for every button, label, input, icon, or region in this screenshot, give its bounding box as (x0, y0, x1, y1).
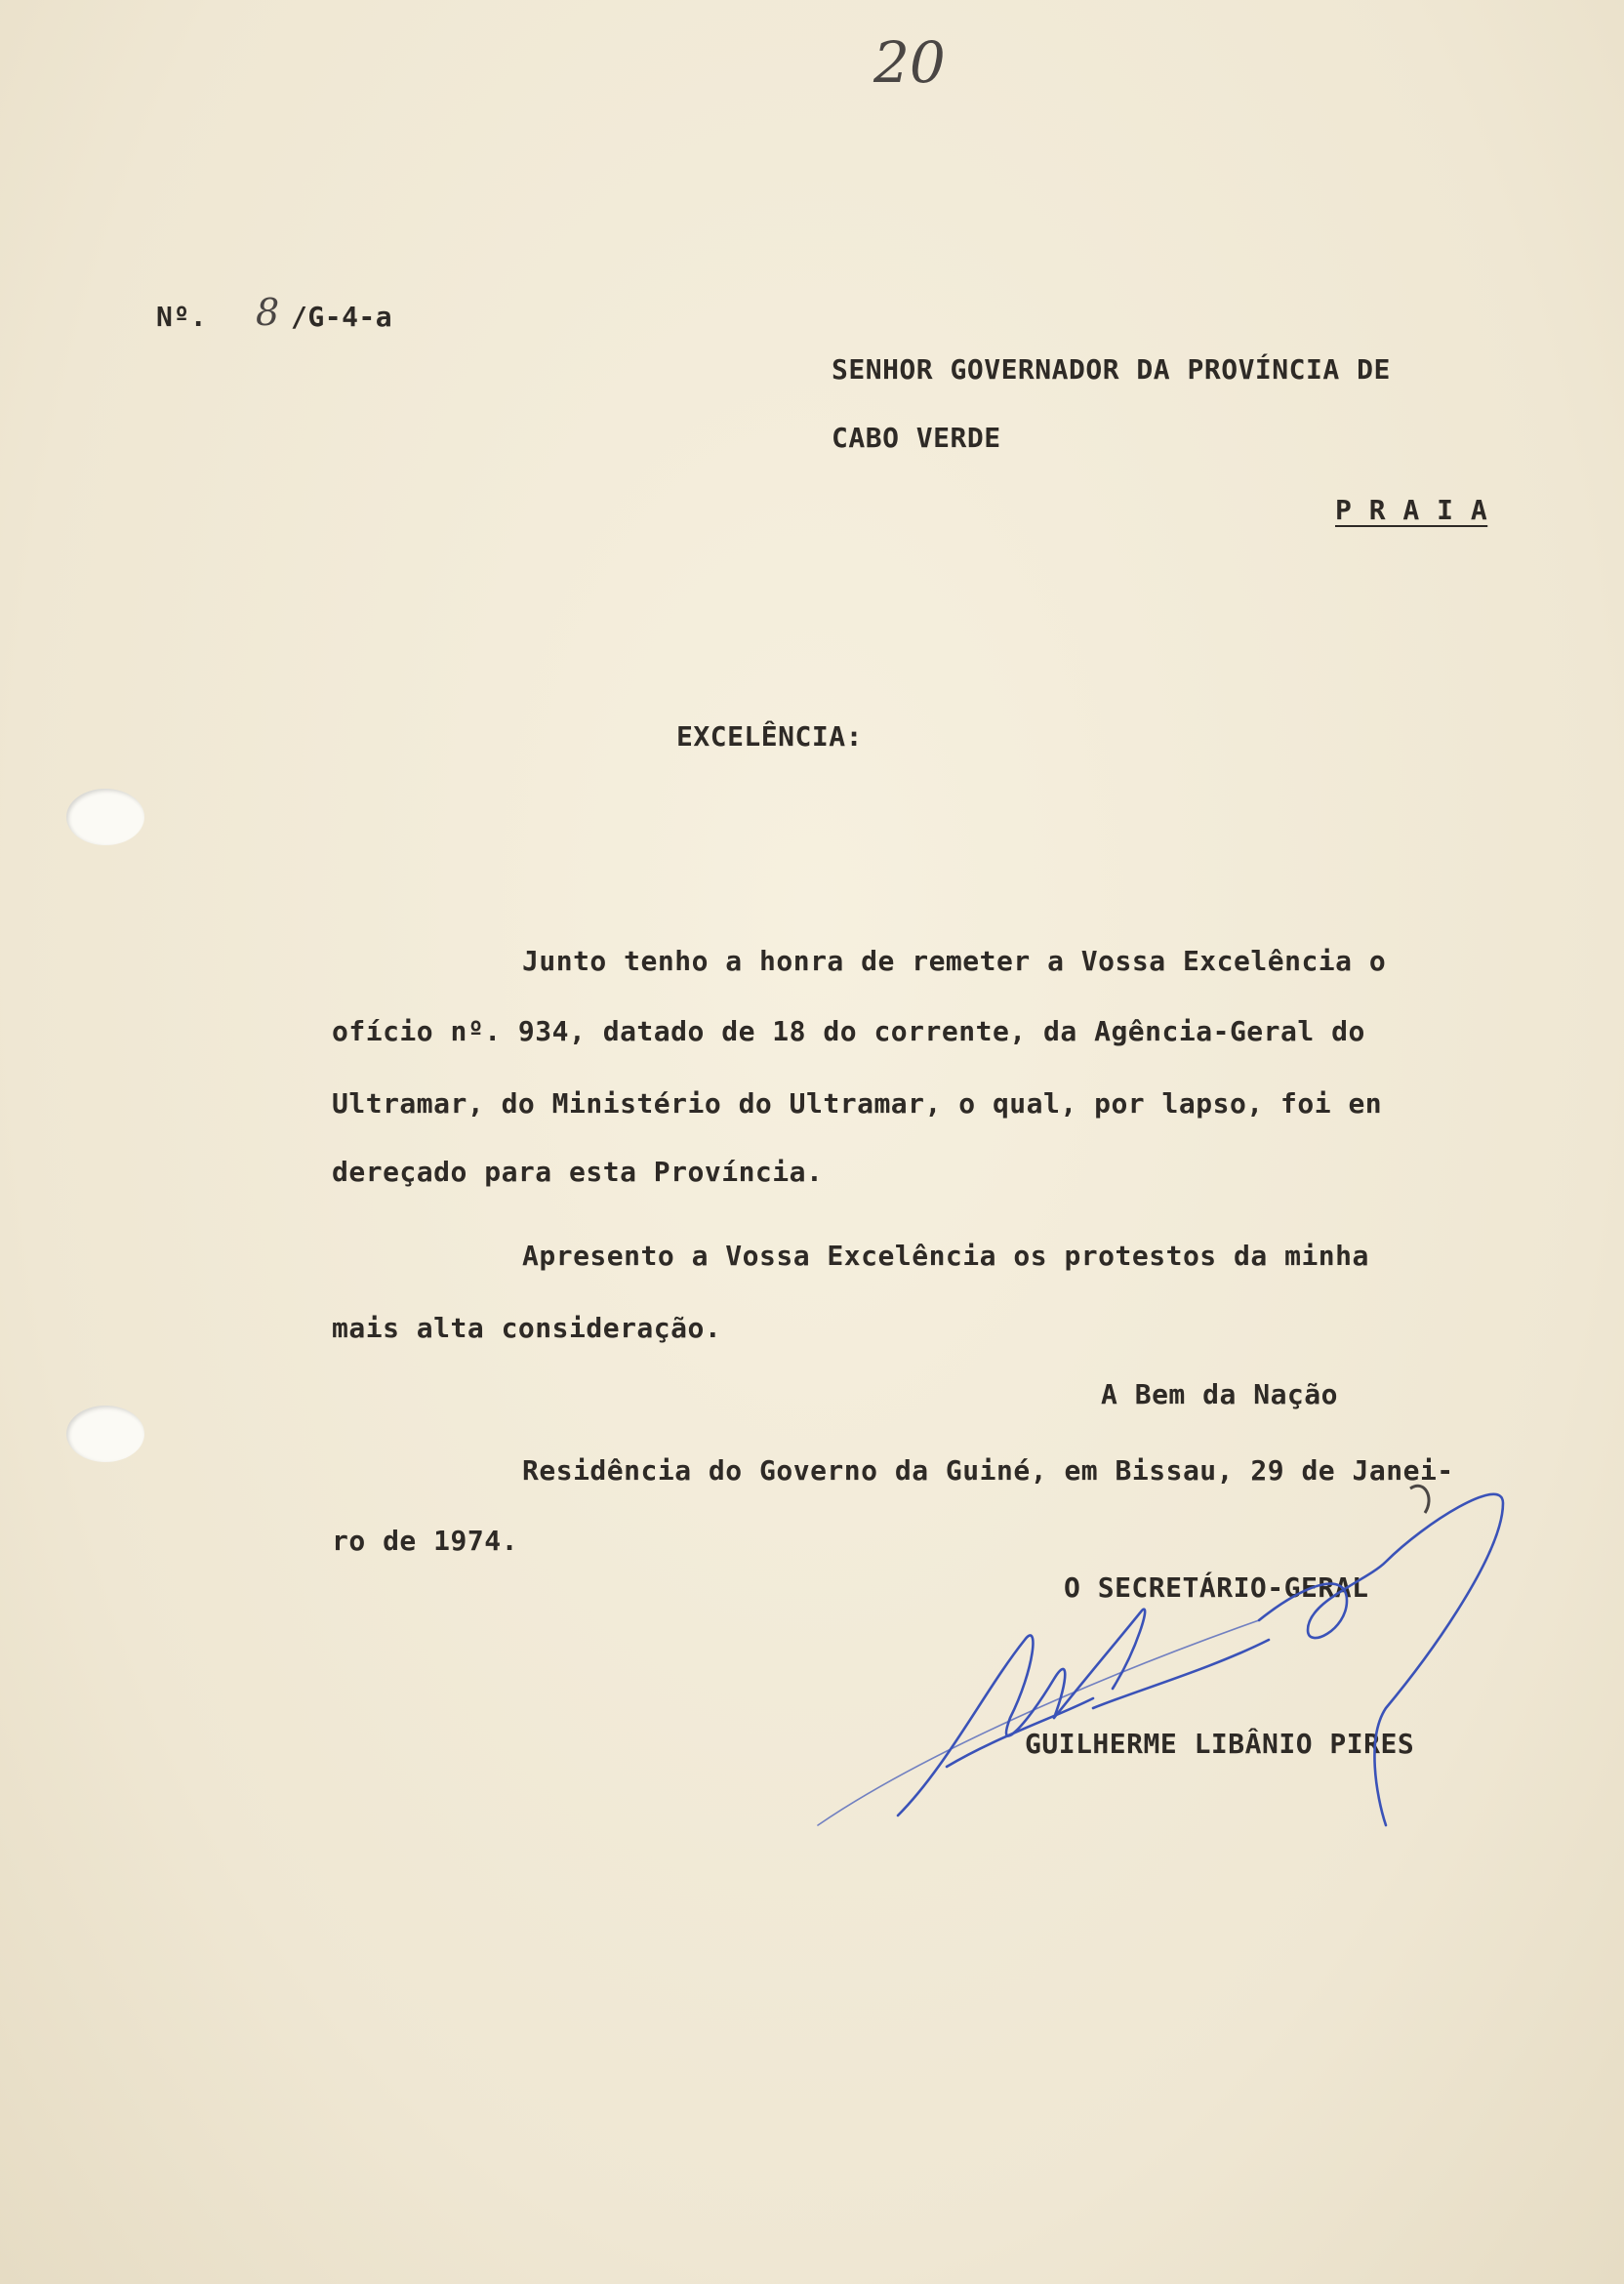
punch-hole-top (66, 789, 144, 845)
body-p2-line2: mais alta consideração. (332, 1312, 722, 1344)
addressee-line1: SENHOR GOVERNADOR DA PROVÍNCIA DE (832, 353, 1391, 386)
addressee-line2: CABO VERDE (832, 422, 1001, 454)
page-number: 20 (873, 29, 946, 96)
place-date-line2: ro de 1974. (332, 1525, 518, 1557)
handwritten-signature (800, 1474, 1542, 1864)
body-p1-line4: dereçado para esta Província. (332, 1156, 824, 1188)
signatory-name: GUILHERME LIBÂNIO PIRES (1025, 1728, 1415, 1760)
closing-motto: A Bem da Nação (1101, 1378, 1339, 1410)
punch-hole-bottom (66, 1406, 144, 1462)
body-p2-line1: Apresento a Vossa Excelência os protestos da minha (522, 1240, 1369, 1272)
body-p1-line1: Junto tenho a honra de remeter a Vossa Excelência o (522, 945, 1387, 977)
reference-number: 8 (256, 291, 280, 334)
signatory-title: O SECRETÁRIO-GERAL (1064, 1571, 1369, 1604)
place-date-line1: Residência do Governo da Guiné, em Bissau, 29 de Janei- (522, 1454, 1454, 1487)
addressee-city: P R A I A (1335, 494, 1488, 526)
body-p1-line3: Ultramar, do Ministério do Ultramar, o qual, por lapso, foi en (332, 1087, 1383, 1120)
body-p1-line2: ofício nº. 934, datado de 18 do corrente, da Agência-Geral do (332, 1015, 1365, 1047)
salutation: EXCELÊNCIA: (676, 720, 863, 753)
reference-prefix: Nº. (156, 301, 208, 333)
reference-suffix: /G-4-a (291, 301, 393, 333)
